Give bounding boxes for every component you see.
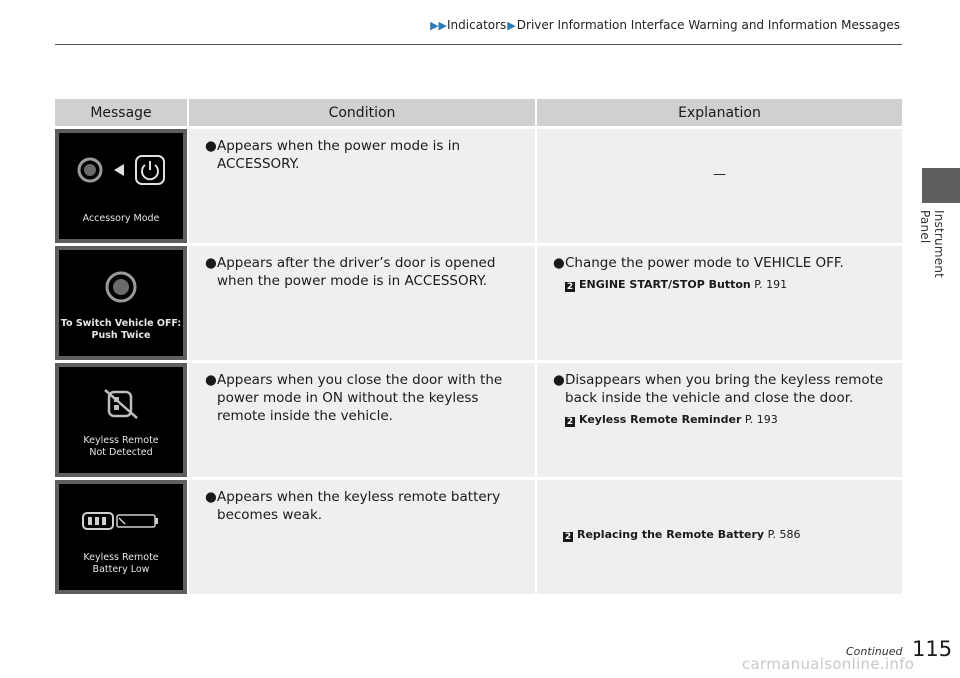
cross-reference[interactable] [553, 276, 892, 294]
message-cell [55, 246, 187, 360]
explanation-text: Disappears when you bring the keyless remote back inside the vehicle and close the door. [565, 372, 884, 406]
bullet-icon: ● [553, 255, 565, 271]
reference-icon: 2 [566, 282, 574, 292]
cross-reference[interactable] [537, 484, 902, 542]
page-number: 115 [912, 637, 953, 661]
condition-text: Appears when the keyless remote battery becomes weak. [217, 489, 501, 523]
bullet-icon: ● [205, 372, 217, 388]
screen-caption: Keyless Remote Battery Low [83, 552, 159, 575]
condition-text: Appears when the power mode is in ACCESSORY. [217, 138, 460, 172]
condition-cell [187, 480, 535, 594]
breadcrumb [420, 18, 900, 32]
keyless-remote-icon-wrap [59, 381, 183, 427]
header-condition: Condition [187, 99, 535, 126]
screen-caption: To Switch Vehicle OFF: Push Twice [60, 318, 182, 341]
display-screen [59, 133, 183, 239]
battery-icon-wrap [59, 498, 183, 544]
condition-cell [187, 363, 535, 477]
message-cell [55, 363, 187, 477]
cross-reference[interactable] [553, 411, 892, 429]
chapter-label: Instrument Panel [918, 210, 946, 279]
condition-cell [187, 246, 535, 360]
bullet-icon: ● [205, 489, 217, 505]
table-row [55, 480, 902, 594]
reference-icon: 2 [564, 532, 572, 542]
display-screen [59, 250, 183, 356]
keyless-remote-not-detected-icon [101, 387, 141, 421]
table-row [55, 129, 902, 243]
reference-title: Keyless Remote Reminder [579, 413, 742, 426]
watermark: carmanualsonline.info [742, 655, 915, 673]
explanation-cell [535, 246, 902, 360]
reference-page: P. 586 [767, 528, 801, 541]
table-row [55, 246, 902, 360]
header-rule [55, 44, 902, 45]
explanation-cell [535, 129, 902, 243]
condition-text: Appears after the driver’s door is opened when the power mode is in ACCESSORY. [217, 255, 496, 289]
arrow-left-icon [112, 162, 126, 178]
table-header-row [55, 99, 902, 126]
start-button-icon [76, 156, 104, 184]
screen-caption: Accessory Mode [82, 213, 160, 224]
screen-caption: Keyless Remote Not Detected [83, 435, 159, 458]
reference-page: P. 193 [744, 413, 778, 426]
display-screen [59, 367, 183, 473]
reference-icon: 2 [566, 417, 574, 427]
message-cell [55, 129, 187, 243]
power-button-icons [59, 147, 183, 193]
breadcrumb-indicators[interactable]: Indicators [447, 18, 507, 32]
table-row [55, 363, 902, 477]
condition-cell [187, 129, 535, 243]
display-screen [59, 484, 183, 590]
power-icon [134, 154, 166, 186]
reference-page: P. 191 [754, 278, 788, 291]
header-message: Message [55, 99, 187, 126]
bullet-icon: ● [205, 255, 217, 271]
explanation-dash: — [713, 167, 726, 182]
reference-title: Replacing the Remote Battery [577, 528, 765, 541]
chapter-tab [922, 168, 960, 203]
start-button-icon [104, 270, 138, 304]
bullet-icon: ● [205, 138, 217, 154]
breadcrumb-separator-icon: ▶ [507, 19, 516, 32]
header-explanation: Explanation [535, 99, 902, 126]
explanation-cell [535, 480, 902, 594]
condition-text: Appears when you close the door with the power mode in ON without the keyless remote inside the vehicle. [217, 372, 503, 424]
continued-label: Continued [846, 645, 903, 658]
bullet-icon: ● [553, 372, 565, 388]
reference-title: ENGINE START/STOP Button [579, 278, 751, 291]
remote-battery-low-icon [81, 510, 161, 532]
breadcrumb-arrows-icon: ▶▶ [430, 19, 448, 32]
explanation-text: Change the power mode to VEHICLE OFF. [565, 255, 844, 271]
start-button-icon-wrap [59, 264, 183, 310]
messages-table [55, 96, 902, 597]
breadcrumb-section: Driver Information Interface Warning and Information Messages [516, 18, 900, 32]
explanation-cell [535, 363, 902, 477]
message-cell [55, 480, 187, 594]
